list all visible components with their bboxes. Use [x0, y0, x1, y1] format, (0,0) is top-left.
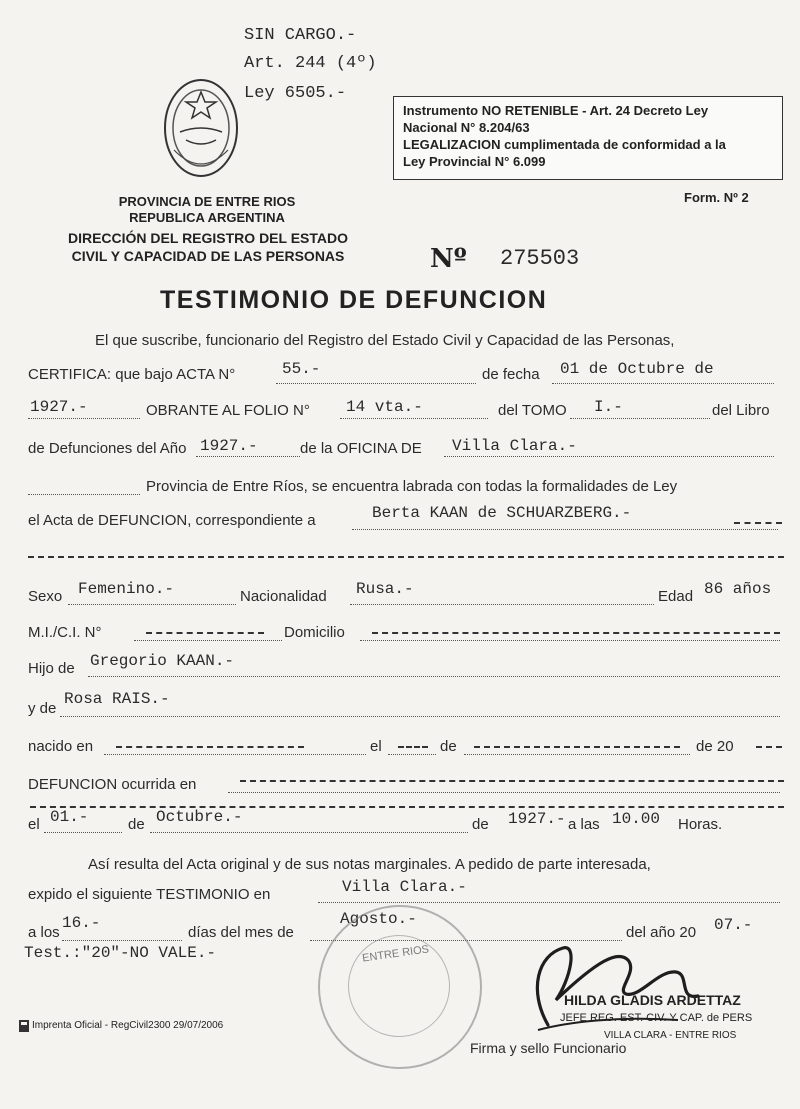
label-domicilio: Domicilio — [284, 624, 345, 641]
firma-label: Firma y sello Funcionario — [470, 1040, 627, 1056]
value-acta-no: 55.- — [282, 360, 321, 378]
label-obrante: OBRANTE AL FOLIO N° — [146, 402, 310, 419]
label-y-de: y de — [28, 700, 57, 717]
value-def-mes: Octubre.- — [156, 808, 243, 826]
label-de-mes: de — [128, 816, 145, 833]
value-mes: Agosto.- — [340, 910, 417, 928]
provincia-text: Provincia de Entre Ríos, se encuentra labrada con todas la formalidades de Ley — [146, 478, 678, 495]
value-anio-libro: 1927.- — [200, 437, 258, 455]
label-a-las: a las — [568, 816, 600, 833]
value-tomo: I.- — [594, 398, 623, 416]
value-oficina: Villa Clara.- — [452, 437, 577, 455]
note-test-no-vale: Test.:"20"-NO VALE.- — [24, 944, 217, 962]
form-number: Form. Nº 2 — [684, 190, 749, 205]
country-name: REPUBLICA ARGENTINA — [129, 210, 285, 225]
legal-box-line-1: Instrumento NO RETENIBLE - Art. 24 Decreto Ley — [403, 103, 709, 118]
value-sexo: Femenino.- — [78, 580, 175, 598]
label-el-2: el — [28, 816, 40, 833]
legal-box-line-2: Nacional N° 8.204/63 — [403, 120, 530, 135]
label-certifica: CERTIFICA: que bajo ACTA N° — [28, 366, 236, 383]
asi-resulta-text: Así resulta del Acta original y de sus notas marginales. A pedido de parte interesada, — [88, 856, 651, 873]
value-def-hora: 10.00 — [612, 810, 661, 828]
label-de: de — [440, 738, 457, 755]
label-del-tomo: del TOMO — [498, 402, 567, 419]
value-def-dia: 01.- — [50, 808, 89, 826]
label-hijo-de: Hijo de — [28, 660, 75, 677]
label-de-fecha: de fecha — [482, 366, 540, 383]
label-defuncion-ocurrida: DEFUNCION ocurrida en — [28, 776, 197, 793]
printer-logo-icon — [18, 1019, 30, 1033]
legal-box-line-3: LEGALIZACION cumplimentada de conformidad a la — [403, 137, 726, 152]
label-el: el — [370, 738, 382, 755]
label-dias-del-mes: días del mes de — [188, 924, 294, 941]
office-name-line-2: CIVIL Y CAPACIDAD DE LAS PERSONAS — [71, 248, 345, 264]
intro-text: El que suscribe, funcionario del Registro del Estado Civil y Capacidad de las Personas, — [95, 332, 675, 349]
label-horas: Horas. — [678, 816, 723, 833]
office-name-line-1: DIRECCIÓN DEL REGISTRO DEL ESTADO — [67, 230, 349, 246]
typed-note-ley: Ley 6505.- — [244, 84, 347, 103]
document-number: 275503 — [500, 246, 580, 271]
label-nacionalidad: Nacionalidad — [240, 588, 327, 605]
printer-footer: Imprenta Oficial - RegCivil2300 29/07/2006 — [32, 1020, 224, 1031]
label-sexo: Sexo — [28, 588, 63, 605]
value-edad: 86 años — [704, 580, 772, 598]
label-mi-ci: M.I./C.I. N° — [28, 624, 102, 641]
label-de-20: de 20 — [696, 738, 734, 755]
document-title: TESTIMONIO DE DEFUNCION — [160, 286, 548, 314]
value-fecha: 01 de Octubre de — [560, 360, 714, 378]
value-folio: 14 vta.- — [346, 398, 423, 416]
label-de-anio: de — [472, 816, 489, 833]
signatory-role: JEFE REG. EST. CIV. Y CAP. de PERS — [560, 1012, 753, 1024]
legal-box-line-4: Ley Provincial N° 6.099 — [403, 154, 546, 169]
signatory-name: HILDA GLADIS ARDETTAZ — [564, 992, 741, 1008]
value-anio-emision: 07.- — [714, 916, 753, 934]
label-defunciones-anio: de Defunciones del Año — [28, 440, 187, 457]
signatory-place: VILLA CLARA - ENTRE RIOS — [604, 1030, 737, 1041]
typed-note-art: Art. 244 (4º) — [244, 54, 377, 73]
coat-of-arms-icon — [160, 70, 242, 182]
label-edad: Edad — [658, 588, 694, 605]
label-acta-correspondiente: el Acta de DEFUNCION, correspondiente a — [28, 512, 316, 529]
value-nombre: Berta KAAN de SCHUARZBERG.- — [372, 504, 632, 522]
label-expido: expido el siguiente TESTIMONIO en — [28, 886, 271, 903]
label-del-libro: del Libro — [712, 402, 770, 419]
value-dias: 16.- — [62, 914, 101, 932]
label-de-la-oficina: de la OFICINA DE — [300, 440, 422, 457]
stamp-text: ENTRE RIOS — [361, 943, 430, 965]
value-madre: Rosa RAIS.- — [64, 690, 170, 708]
value-testimonio-lugar: Villa Clara.- — [342, 878, 467, 896]
label-a-los: a los — [28, 924, 60, 941]
label-nacido-en: nacido en — [28, 738, 94, 755]
label-del-anio: del año 20 — [626, 924, 697, 941]
value-anio-acta: 1927.- — [30, 398, 88, 416]
number-label: Nº — [430, 244, 467, 274]
value-nacionalidad: Rusa.- — [356, 580, 414, 598]
province-name: PROVINCIA DE ENTRE RIOS — [118, 194, 296, 209]
typed-note-sin-cargo: SIN CARGO.- — [244, 26, 357, 45]
value-padre: Gregorio KAAN.- — [90, 652, 235, 670]
value-def-anio: 1927.- — [508, 810, 566, 828]
